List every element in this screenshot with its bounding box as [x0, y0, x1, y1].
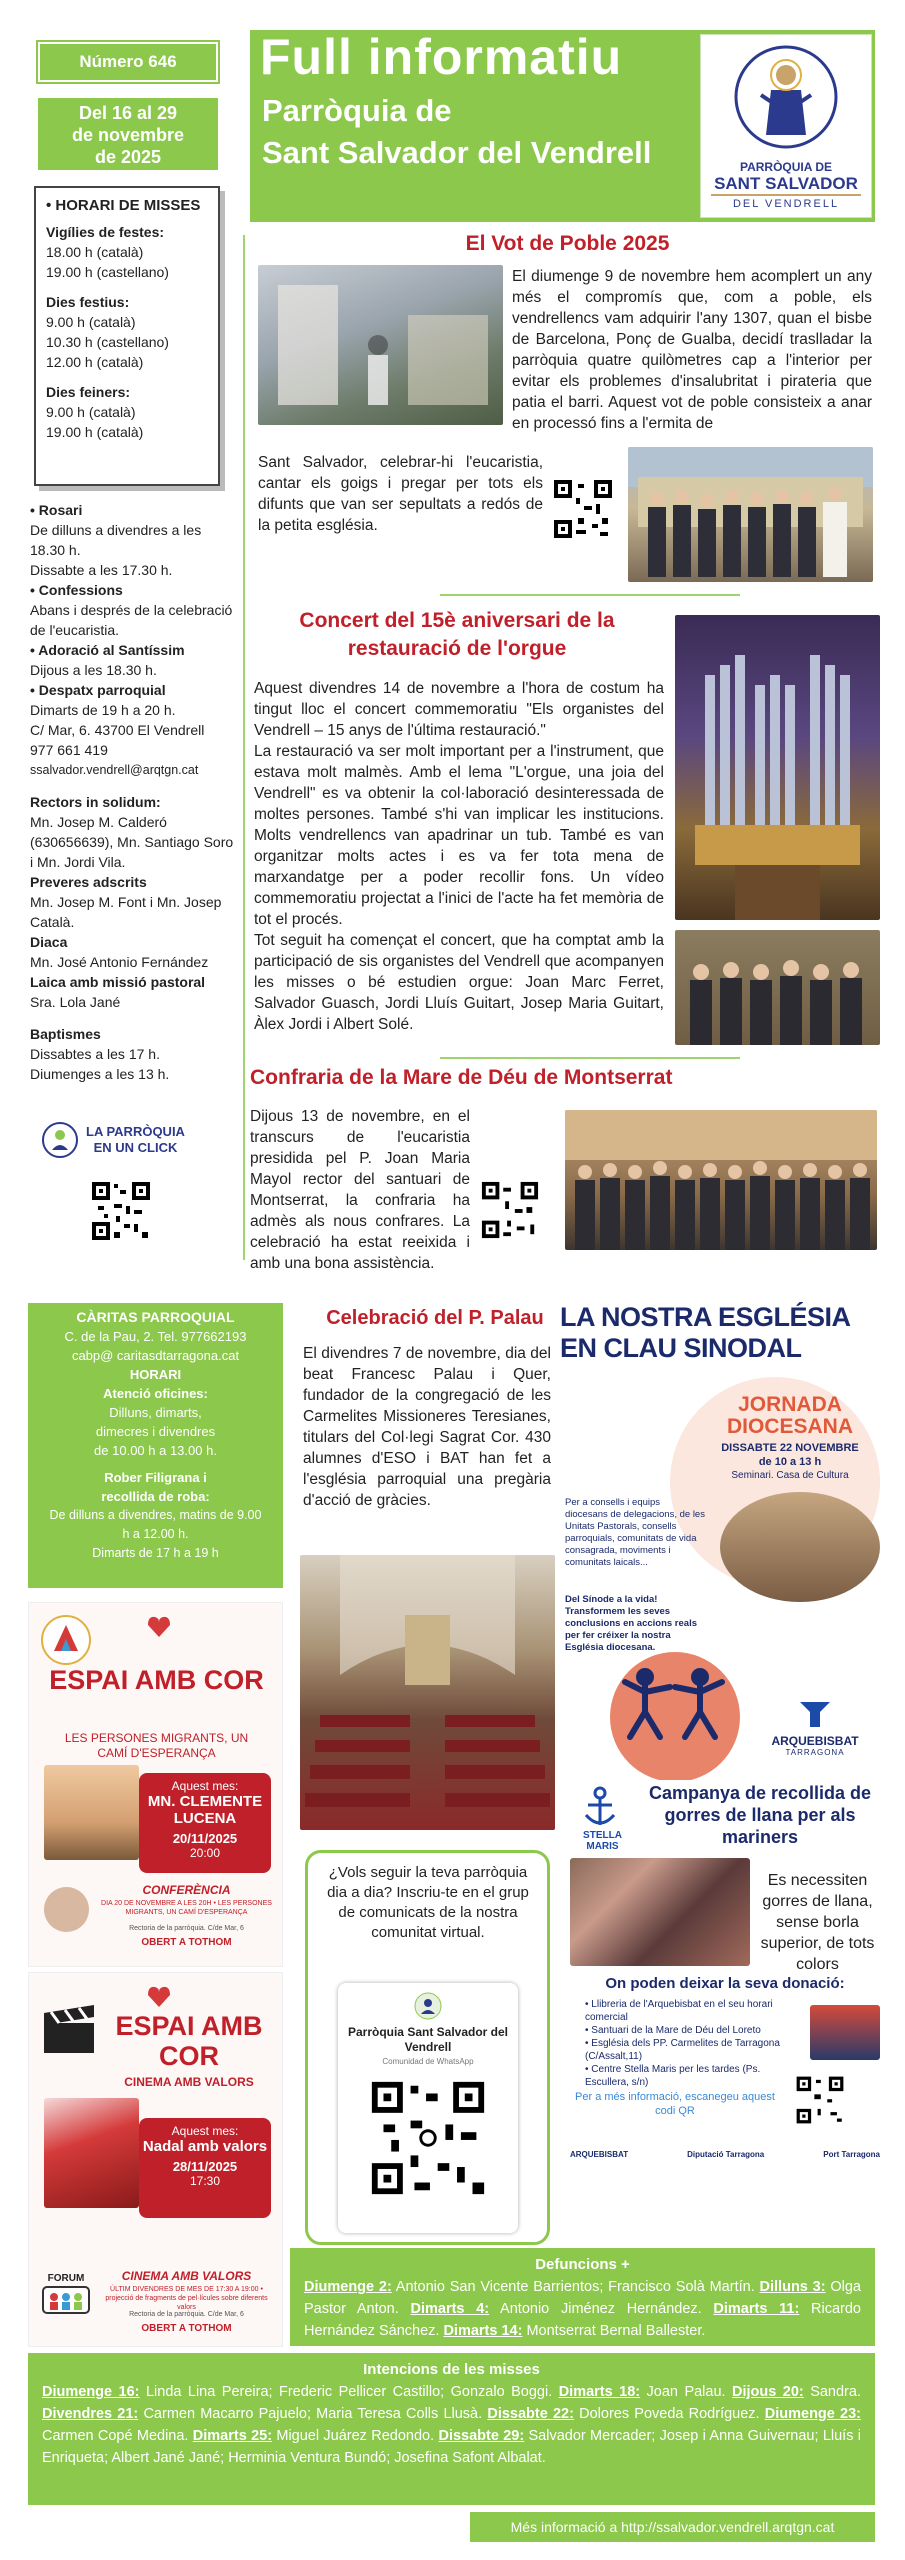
sailors-photo [810, 2005, 880, 2060]
parish-email[interactable]: ssalvador.vendrell@arqtgn.cat [30, 763, 199, 777]
vot-title: El Vot de Poble 2025 [465, 232, 670, 255]
defuncions-list: Diumenge 2: Antonio San Vicente Barrientos; Francisco Solà Martín. Dilluns 3: Olga Pastor Anton. Dimarts 4: Antonio Jiménez Hernández. Dimarts 11: Ricardo Hernández Sánchez. Dimarts 14: Montserrat Bernal Ballester. [304, 2279, 861, 2339]
column-divider [243, 235, 245, 1260]
concert-title: Concert del 15è aniversari de la restauració de l'orgue [299, 609, 615, 660]
donation-places: • Llibreria de l'Arquebisbat en el seu horari comercial • Santuari de la Mare de Déu del Loreto • Església dels PP. Carmelites de Tarragona (C/Assalt,11) • Centre Stella Maris per les tardes (Ps. Escullera, s/n) [585, 1999, 780, 2088]
caritas-box: CÀRITAS PARROQUIAL C. de la Pau, 2. Tel. 977662193 cabp@ caritasdtarragona.cat HORARI Atenció oficines: Dilluns, dimarts, dimecres i divendres de 10.00 h a 13.00 h. Rober Filigrana i recollida de roba: De dilluns a divendres, matins de 9.00 h a 12.00 h. Dimarts de 17 h a 19 h [28, 1303, 283, 1588]
sponsor-logos: ARQUEBISBAT Diputació Tarragona Port Tarragona [570, 2150, 880, 2159]
parish-click-badge[interactable]: LA PARRÒQUIA EN UN CLICK [40, 1120, 220, 1160]
defuncions-box: Defuncions + Diumenge 2: Antonio San Vicente Barrientos; Francisco Solà Martín. Dilluns 3: Olga Pastor Anton. Dimarts 4: Antonio Jiménez Hernández. Dimarts 11: Ricardo Hernández Sánchez. Dimarts 14: Montserrat Bernal Ballester. [290, 2248, 875, 2346]
qr-code-icon [480, 1180, 540, 1240]
palau-title: Celebració del P. Palau [326, 1307, 544, 1329]
concert-text: Aquest divendres 14 de novembre a l'hora de costum ha tingut lloc el concert commemoratiu "Els organistes del Vendrell – 15 anys de l'última restauració." La restauració va ser molt important per a l'instrument, que estava molt malmès. Amb el lema "L'orgue, una joia del Vendrell" es va obtenir la col·laboració desinteressada de moltes persones. També s'hi van implicar les institucions. Molts vendrellencs van apadrinar un tub. També es van organitzar molts actes i es va fer tota mena de marxandatge per a poder recollir fons. Un vídeo commemoratiu projectat a l'inici de l'acte ha fet memòria de tot el procés. Tot seguit ha començat el concert, que ha comptat amb la participació de sis organistes del Vendrell que acompanyen les misses o bé estudien orgue: Joan Marc Ferret, Salvador Guasch, Jordi Lluís Guitart, Josep Maria Guitart, Àlex Jordi i Albert Solé. [254, 680, 664, 1033]
organ-photo [675, 615, 880, 920]
espai1-title: ESPAI AMB COR [49, 1665, 264, 1695]
confraria-group-photo [565, 1110, 877, 1250]
forum-people-icon [41, 2285, 91, 2315]
palau-church-photo [300, 1555, 555, 1830]
archdiocese-cross-icon [795, 1697, 835, 1732]
intencions-list: Diumenge 16: Linda Lina Pereira; Frederic Pellicer Castillo; Gonzalo Boggi. Dimarts 18: Joan Palau. Dijous 20: Sandra. Divendres 21: Carmen Macarro Pajuelo; Maria Teresa Colls Llusà. Dissabte 22: Dolores Poveda Rodríguez. Diumenge 23: Carmen Copé Medina. Dimarts 25: Miguel Juárez Redondo. Dissabte 29: Salvador Mercader; Josep i Anna Guivernau; Lluís i Enriqueta; Albert Jané Jané; Herminia Ventura Bundó; Josefina Safont Albalat. [42, 2384, 861, 2466]
gorres-campaign-poster: STELLA MARIS Campanya de recollida de gorres de llana per als mariners Es necessiten gorres de llana, sense borla superior, de tots colors On poden deixar la seva donació: • Llibreria de l'Arquebisbat en el seu horari comercial • Santuari de la Mare de Déu del Loreto • Església dels PP. Carmelites de Tarragona (C/Assalt,11) • Centre Stella Maris per les tardes (Ps. Escullera, s/n) Per a més informació, escanegeu aquest codi QR ARQUEBISBAT Diputació Tarragona Port Tarragona [565, 1780, 885, 2222]
dancers-icon [610, 1652, 740, 1762]
confraria-qr-code[interactable] [480, 1180, 540, 1240]
jubilee-logo-icon [39, 1613, 94, 1668]
page-subtitle: Parròquia de Sant Salvador del Vendrell [262, 93, 652, 170]
confraria-title: Confraria de la Mare de Déu de Montserrat [250, 1066, 673, 1089]
parish-qr-code[interactable] [90, 1180, 152, 1242]
whatsapp-invite[interactable]: Parròquia Sant Salvador del Vendrell Comunidad de WhatsApp [338, 1983, 518, 2233]
caritas-heart-icon [144, 1981, 174, 2011]
vot-qr-code[interactable] [552, 478, 614, 540]
wool-caps-photo [570, 1858, 750, 1966]
parish-globe-icon [40, 1120, 80, 1160]
clapperboard-icon [39, 2003, 99, 2058]
footer-website-link[interactable]: Més informació a http://ssalvador.vendrell.arqtgn.cat [470, 2512, 875, 2542]
page-title: Full informatiu [260, 29, 623, 85]
espai-amb-cor-poster-1: ESPAI AMB COR LES PERSONES MIGRANTS, UN CAMÍ D'ESPERANÇA Aquest mes: MN. CLEMENTE LUCENA 20/11/2025 20:00 CONFERÈNCIA DIA 20 DE NOVEMBRE A LES 20H • LES PERSONES MIGRANTS, UN CAMÍ D'ESPERANÇA Rectoria de la parròquia. C/de Mar, 6 OBERT A TOTHOM [28, 1602, 283, 1967]
sunset-path-photo [44, 1765, 139, 1860]
issue-dates: Del 16 al 29 de novembre de 2025 [38, 98, 218, 170]
group-avatar-icon [413, 1991, 443, 2021]
espai-amb-cor-poster-2: ESPAI AMB COR CINEMA AMB VALORS Aquest mes: Nadal amb valors 28/11/2025 17:30 FORUM CINEMA AMB VALORS ÚLTIM DIVENDRES DE MES DE 17:30 A 19:00 • projecció de fragments de pel·lícules sobre diferents valors Rectoria de la parròquia. C/de Mar, 6 OBERT A TOTHOM [28, 1972, 283, 2347]
espai2-title: ESPAI AMB COR [115, 2011, 263, 2071]
issue-number: Número 646 [38, 42, 218, 82]
qr-code-icon [552, 478, 614, 540]
vot-group-photo [628, 447, 873, 582]
sinodal-meeting-photo [720, 1492, 880, 1602]
whatsapp-qr-code-icon[interactable] [368, 2078, 488, 2198]
whatsapp-community-card: ¿Vols seguir la teva parròquia dia a dia? Inscriu-te en el grup de comunicats de la nostra comunitat virtual. Parròquia Sant Salvador del Vendrell Comunidad de WhatsApp [305, 1850, 550, 2245]
vot-procession-photo [258, 265, 503, 425]
saint-emblem-icon [701, 35, 871, 155]
divider [440, 594, 740, 596]
gorres-qr-code-icon[interactable] [795, 2075, 845, 2125]
sinodal-dancers-graphic [610, 1652, 740, 1782]
parish-info: • Rosari De dilluns a divendres a les 18.30 h. Dissabte a les 17.30 h. • Confessions Abans i després de la celebració de l'eucaristia. • Adoració al Santíssim Dijous a les 18.30 h. • Despatx parroquial Dimarts de 19 h a 20 h. C/ Mar, 6. 43700 El Vendrell 977 661 419 ssalvador.vendrell@arqtgn.cat Rectors in solidum: Mn. Josep M. Calderó (630656639), Mn. Santiago Soro i Mn. Jordi Vila. Preveres adscrits Mn. Josep M. Font i Mn. Josep Català. Diaca Mn. José Antonio Fernández Laica amb missió pastoral Sra. Lola Jané Baptismes Dissabtes a les 17 h. Diumenges a les 13 h. [30, 502, 234, 1082]
speaker-avatar [44, 1887, 89, 1932]
vot-paragraph-2: Sant Salvador, celebrar-hi l'eucaristia, cantar els goigs i pregar per tots els difunts que van ser sepultats a redós de la petita església. [258, 454, 543, 534]
divider [440, 1057, 740, 1059]
parish-logo: PARRÒQUIA DE SANT SALVADOR DEL VENDRELL [700, 34, 872, 218]
espai1-event-card: Aquest mes: MN. CLEMENTE LUCENA 20/11/2025 20:00 [139, 1773, 271, 1873]
mass-schedule: • HORARI DE MISSES Vigílies de festes: 18.00 h (català) 19.00 h (castellano) Dies festius: 9.00 h (català) 10.30 h (castellano) 12.00 h (català) Dies feiners: 9.00 h (català) 19.00 h (català) [34, 186, 220, 486]
caritas-heart-icon [144, 1611, 174, 1641]
organists-photo [675, 930, 880, 1045]
christmas-photo [44, 2098, 139, 2208]
espai2-event-card: Aquest mes: Nadal amb valors 28/11/2025 17:30 [139, 2118, 271, 2218]
vot-paragraph-1: El diumenge 9 de novembre hem acomplert un any més el compromís que, com a poble, els vendrellencs vam adquirir l'any 1307, quan el bisbe de Barcelona, Ponç de Gualba, decidí traslladar la parròquia quatre quilòmetres cap a l'interior per evitar els problemes d'insalubritat i pirateria que patia el barri. Aquest vot de poble consisteix a anar en processó fins a l'ermita de [512, 268, 872, 432]
intencions-box: Intencions de les misses Diumenge 16: Linda Lina Pereira; Frederic Pellicer Castillo; Gonzalo Boggi. Dimarts 18: Joan Palau. Dijous 20: Sandra. Divendres 21: Carmen Macarro Pajuelo; Maria Teresa Colls Llusà. Dissabte 22: Dolores Poveda Rodríguez. Diumenge 23: Carmen Copé Medina. Dimarts 25: Miguel Juárez Redondo. Dissabte 29: Salvador Mercader; Josep i Anna Guivernau; Lluís i Enriqueta; Albert Jané Jané; Herminia Ventura Bundó; Josefina Safont Albalat. [28, 2353, 875, 2505]
sinodal-poster: LA NOSTRA ESGLÉSIA EN CLAU SINODAL JORNADA DIOCESANA DISSABTE 22 NOVEMBRE de 10 a 13 h Seminari. Casa de Cultura Per a consells i equips diocesans de delegacions, de les Unitats Pastorals, consells parroquials, comunitats de vida consagrada, moviments i comunitats laicals... Del Sínode a la vida! Transformem les seves conclusions en accions reals per fer créixer la nostra Església diocesana. ARQUEBISBAT TARRAGONA [560, 1302, 885, 1777]
qr-code-icon [90, 1180, 152, 1242]
palau-text: El divendres 7 de novembre, dia del beat Francesc Palau i Quer, fundador de la congregació de les Carmelites Missioneres Teresianes, titulars del Col·legi Sagrat Cor. 430 alumnes d'ESO i BAT han fet a l'església parroquial una pregària d'acció de gràcies. [303, 1345, 551, 1509]
confraria-text: Dijous 13 de novembre, en el transcurs de l'eucaristia presidida pel P. Joan Maria Mayol rector del santuari de Montserrat, la confraria ha admès als nous confrares. La celebració ha estat reeixida i amb una bona assistència. [250, 1108, 470, 1272]
caritas-email[interactable]: cabp@ caritasdtarragona.cat [71, 1348, 240, 1363]
anchor-icon [580, 1785, 620, 1830]
